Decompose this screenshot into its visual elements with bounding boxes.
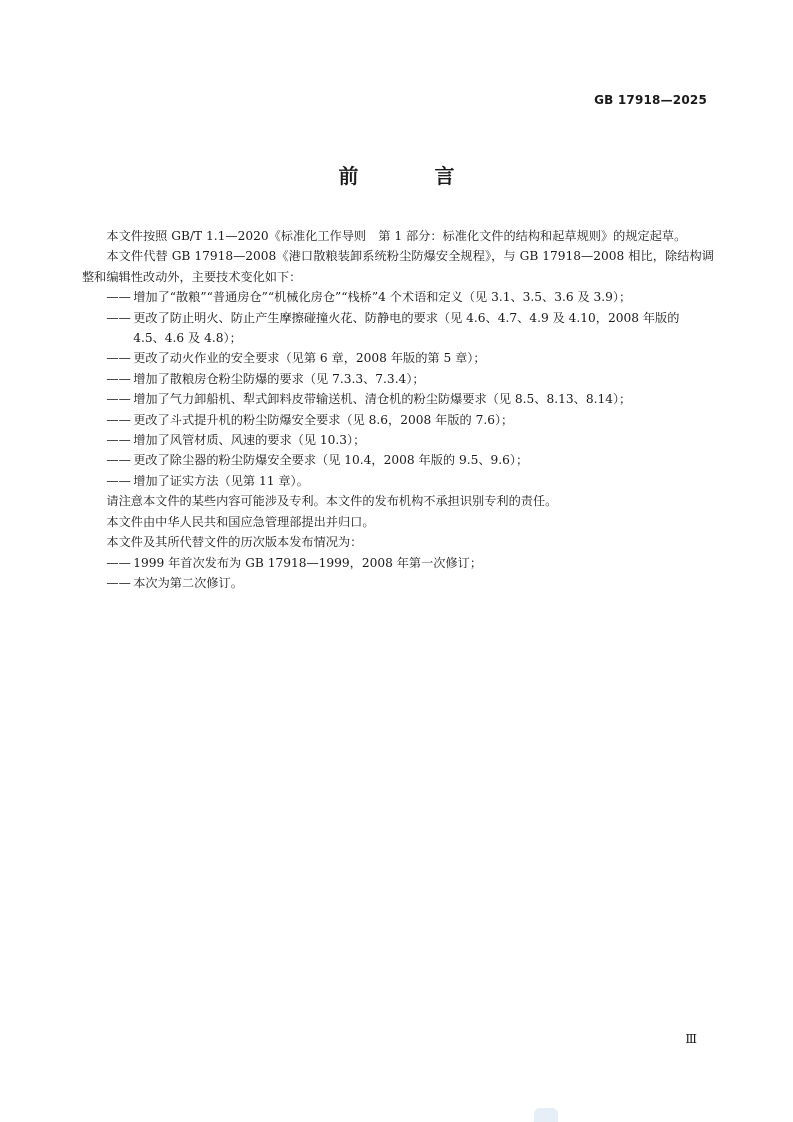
change-item: —— 更改了斗式提升机的粉尘防爆安全要求（见 8.6，2008 年版的 7.6）； xyxy=(82,410,714,430)
paragraph-proposer: 本文件由中华人民共和国应急管理部提出并归口。 xyxy=(106,514,375,529)
change-item: —— 增加了“散粮”“普通房仓”“机械化房仓”“栈桥”4 个术语和定义（见 3.1、3.5、3.6 及 3.9）； xyxy=(82,287,714,307)
dash-mark: —— xyxy=(106,290,131,305)
dash-mark: —— xyxy=(106,555,131,570)
paragraph-history-intro: 本文件及其所代替文件的历次版本发布情况为： xyxy=(106,535,363,550)
dash-mark: —— xyxy=(106,453,131,468)
dash-mark: —— xyxy=(106,412,131,427)
change-item: —— 更改了防止明火、防止产生摩擦碰撞火花、防静电的要求（见 4.6、4.7、4.9 及 4.10，2008 年版的 4.5、4.6 及 4.8）； xyxy=(82,308,714,349)
change-item: —— 增加了证实方法（见第 11 章）。 xyxy=(82,471,714,491)
change-item: —— 更改了除尘器的粉尘防爆安全要求（见 10.4，2008 年版的 9.5、9.6）； xyxy=(82,450,714,470)
history-list xyxy=(82,553,714,594)
change-item: —— 更改了动火作业的安全要求（见第 6 章，2008 年版的第 5 章）； xyxy=(82,348,714,368)
paragraph-replacement: 本文件代替 GB 17918—2008《港口散粮装卸系统粉尘防爆安全规程》，与 GB 17918—2008 相比，除结构调整和编辑性改动外，主要技术变化如下： xyxy=(82,249,714,284)
history-item: —— 本次为第二次修订。 xyxy=(82,573,714,593)
paragraph-drafting-basis: 本文件按照 GB/T 1.1—2020《标准化工作导则 第 1 部分：标准化文件的结构和起草规则》的规定起草。 xyxy=(106,229,687,243)
header-standard-code: GB 17918—2025 xyxy=(594,93,707,107)
change-item: —— 增加了散粮房仓粉尘防爆的要求（见 7.3.3、7.3.4）； xyxy=(82,369,714,389)
change-item: —— 增加了风管材质、风速的要求（见 10.3）； xyxy=(82,430,714,450)
page-title: 前 言 xyxy=(338,164,483,188)
change-item: —— 增加了气力卸船机、犁式卸料皮带输送机、清仓机的粉尘防爆要求（见 8.5、8.13、8.14）； xyxy=(82,389,714,409)
scroll-indicator-shape xyxy=(534,1108,558,1122)
page-number: Ⅲ xyxy=(685,1032,697,1046)
dash-mark: —— xyxy=(106,392,131,407)
dash-mark: —— xyxy=(106,310,131,325)
paragraph-patent-note: 请注意本文件的某些内容可能涉及专利。本文件的发布机构不承担识别专利的责任。 xyxy=(106,494,558,509)
dash-mark: —— xyxy=(106,371,131,386)
history-item: —— 1999 年首次发布为 GB 17918—1999，2008 年第一次修订； xyxy=(82,553,714,573)
dash-mark: —— xyxy=(106,433,131,448)
dash-mark: —— xyxy=(106,575,131,590)
dash-mark: —— xyxy=(106,473,131,488)
dash-mark: —— xyxy=(106,351,131,366)
change-list xyxy=(82,287,714,491)
document-body xyxy=(82,226,714,593)
